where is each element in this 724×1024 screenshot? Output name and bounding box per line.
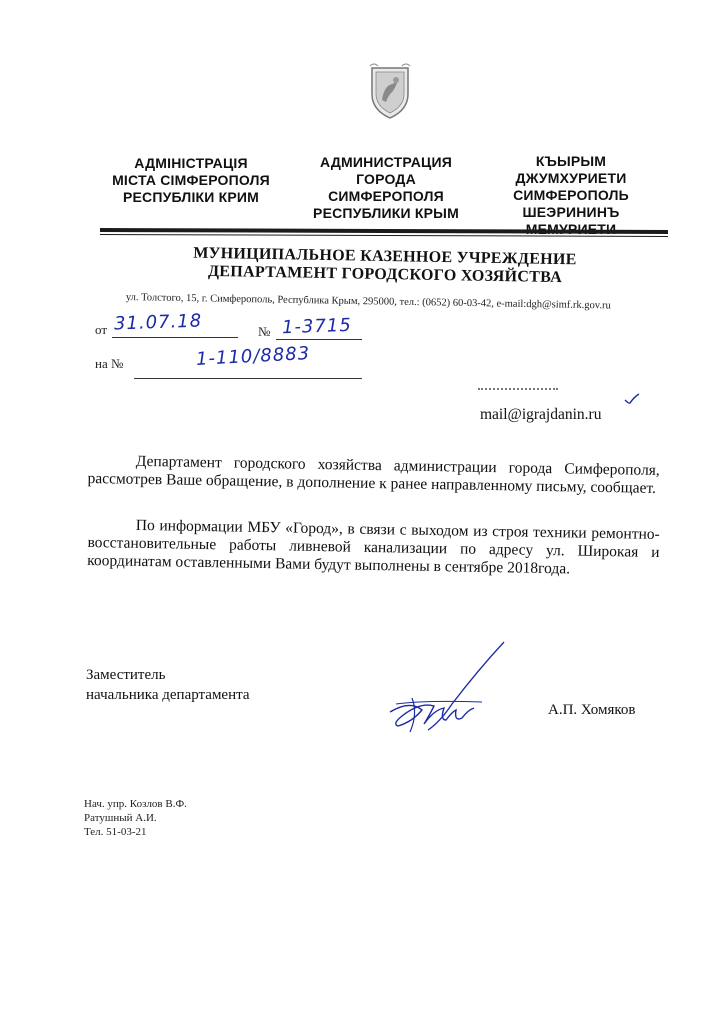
number-underline [276,339,362,340]
admin-ct-line: ШЕЭРИНИНЪ [522,204,620,220]
header-divider-thick [100,228,668,234]
date-underline [112,337,238,338]
admin-ru-line: АДМИНИСТРАЦИЯ [320,154,452,170]
admin-name-crimean-tatar [506,153,636,238]
number-label: № [258,324,271,339]
recipient-email: mail@igrajdanin.ru [480,406,602,423]
from-label: от [95,322,108,337]
executor-info [84,797,187,839]
handwritten-signature-icon [382,640,518,736]
body-paragraph-1-text: Департамент городского хозяйства администрации города Симферополя, рассмотрев Ваше обращение, в дополнение к ранее направленному письму, сообщает. [87,452,660,497]
body-paragraph-2-text: По информации МБУ «Город», в связи с выходом из строя техники ремонтно-восстановительные работы ливневой канализации по адресу ул. Широкая и координатам оставленными Вами будут выполнены в сентябре 2018года. [87,516,660,578]
to-number-label: на № [95,356,124,371]
signer-name: А.П. Хомяков [548,702,636,718]
admin-name-ukrainian [86,155,296,206]
signer-title-line2: начальника департамента [86,687,250,703]
admin-ct-line: КЪЫРЫМ [535,153,607,169]
pen-tick-mark [624,392,640,406]
body-paragraph-2 [87,516,660,580]
crimea-coat-of-arms-icon [366,60,414,120]
admin-ru-line: ГОРОДА [356,171,416,187]
admin-ua-line: АДМІНІСТРАЦІЯ [134,155,248,171]
executor-line: Нач. упр. Козлов В.Ф. [84,798,187,810]
handwritten-number: 1-3715 [281,314,353,339]
department-title-line2: ДЕПАРТАМЕНТ ГОРОДСКОГО ХОЗЯЙСТВА [207,262,563,287]
admin-ua-line: РЕСПУБЛІКИ КРИМ [122,189,260,205]
handwritten-date: 31.07.18 [113,310,203,335]
handwritten-to-number: 1-110/8883 [195,343,311,370]
admin-ua-line: МІСТА СІМФЕРОПОЛЯ [112,172,270,188]
signer-title-line1: Заместитель [86,667,166,683]
cropped-recipient-line [478,388,558,396]
department-contacts: ул. Толстого, 15, г. Симферополь, Республика Крым, 295000, тел.: (0652) 60-03-42, e-mail:dgh@simf.rk.gov.ru [125,292,611,312]
department-title-line1: МУНИЦИПАЛЬНОЕ КАЗЕННОЕ УЧРЕЖДЕНИЕ [193,244,577,269]
admin-ru-line: РЕСПУБЛИКИ КРЫМ [313,205,459,221]
to-number-underline [134,378,362,379]
admin-ct-line: СИМФЕРОПОЛЬ [513,187,629,203]
admin-name-russian [300,154,472,222]
executor-phone: Тел. 51-03-21 [84,826,147,838]
body-paragraph-1 [87,452,660,498]
executor-line: Ратушный А.И. [84,812,157,824]
admin-ct-line: ДЖУМХУРИЕТИ [515,170,627,186]
admin-ru-line: СИМФЕРОПОЛЯ [328,188,444,204]
